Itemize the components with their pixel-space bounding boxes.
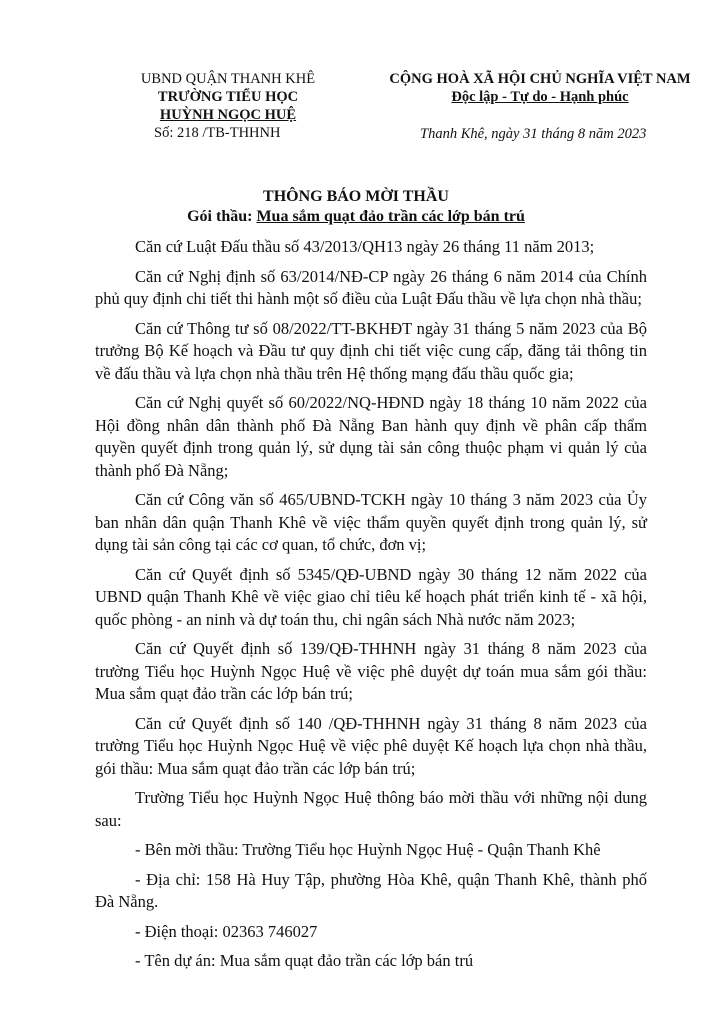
paragraph: Căn cứ Quyết định số 5345/QĐ-UBND ngày 30 tháng 12 năm 2022 của UBND quận Thanh Khê về việc giao chỉ tiêu kế hoạch phát triển kinh tế - xã hội, quốc phòng - an ninh và dự toán thu, chi ngân sách Nhà nước năm 2023; [95, 564, 647, 629]
paragraph: Căn cứ Luật Đấu thầu số 43/2013/QH13 ngày 26 tháng 11 năm 2013; [135, 237, 595, 256]
paragraph: Trường Tiểu học Huỳnh Ngọc Huệ thông báo mời thầu với những nội dung sau: [95, 788, 647, 830]
document-body [95, 236, 647, 980]
issuer-school-line2: HUỲNH NGỌC HUỆ [159, 107, 297, 123]
national-motto-block [375, 70, 705, 106]
subtitle-subject: Mua sắm quạt đảo trần các lớp bán trú [256, 208, 525, 225]
document-date: Thanh Khê, ngày 31 tháng 8 năm 2023 [420, 126, 647, 142]
paragraph: Căn cứ Công văn số 465/UBND-TCKH ngày 10 tháng 3 năm 2023 của Ủy ban nhân dân quận Thanh Khê về việc thẩm quyền quyết định trong quản lý, sử dụng tài sản công tại các cơ quan, tổ chức, đơn vị; [95, 490, 647, 554]
country-name: CỘNG HOÀ XÃ HỘI CHỦ NGHĨA VIỆT NAM [389, 71, 691, 87]
issuer-block [128, 70, 328, 142]
issuer-district: UBND QUẬN THANH KHÊ [140, 71, 316, 87]
list-item: - Địa chỉ: 158 Hà Huy Tập, phường Hòa Khê, quận Thanh Khê, thành phố Đà Nẵng. [95, 869, 647, 911]
paragraph: Căn cứ Thông tư số 08/2022/TT-BKHĐT ngày 31 tháng 5 năm 2023 của Bộ trưởng Bộ Kế hoạch và Đầu tư quy định chi tiết việc cung cấp, đăng tải thông tin về đấu thầu và lựa chọn nhà thầu trên Hệ thống mạng đấu thầu quốc gia; [95, 318, 647, 383]
paragraph: Căn cứ Quyết định số 140 /QĐ-THHNH ngày 31 tháng 8 năm 2023 của trường Tiểu học Huỳnh Ngọc Huệ về việc phê duyệt Kế hoạch lựa chọn nhà thầu, gói thầu: Mua sắm quạt đảo trần các lớp bán trú; [95, 713, 647, 778]
paragraph: Căn cứ Quyết định số 139/QĐ-THHNH ngày 31 tháng 8 năm 2023 của trường Tiểu học Huỳnh Ngọc Huệ về việc phê duyệt dự toán mua sắm gói thầu: Mua sắm quạt đảo trần các lớp bán trú; [95, 639, 647, 703]
paragraph: Căn cứ Nghị quyết số 60/2022/NQ-HĐND ngày 18 tháng 10 năm 2022 của Hội đồng nhân dân thành phố Đà Nẵng Ban hành quy định về phân cấp thẩm quyền quyết định trong quản lý, sử dụng tài sản công thuộc phạm vi quản lý của thành phố Đà Nẵng; [95, 393, 647, 480]
document-title: THÔNG BÁO MỜI THẦU [263, 188, 449, 205]
document-subtitle [0, 208, 712, 226]
list-item: - Bên mời thầu: Trường Tiểu học Huỳnh Ngọc Huệ - Quận Thanh Khê [135, 840, 601, 859]
document-number: Số: 218 /TB-THHNH [154, 125, 281, 141]
subtitle-prefix: Gói thầu: [187, 208, 257, 225]
list-item: - Điện thoại: 02363 746027 [135, 921, 318, 941]
motto: Độc lập - Tự do - Hạnh phúc [451, 89, 629, 105]
issuer-school-line1: TRƯỜNG TIỂU HỌC [157, 89, 299, 105]
list-item: - Tên dự án: Mua sắm quạt đảo trần các lớp bán trú [135, 951, 474, 970]
paragraph: Căn cứ Nghị định số 63/2014/NĐ-CP ngày 26 tháng 6 năm 2014 của Chính phủ quy định chi tiết thi hành một số điều của Luật Đấu thầu về lựa chọn nhà thầu; [95, 266, 647, 308]
